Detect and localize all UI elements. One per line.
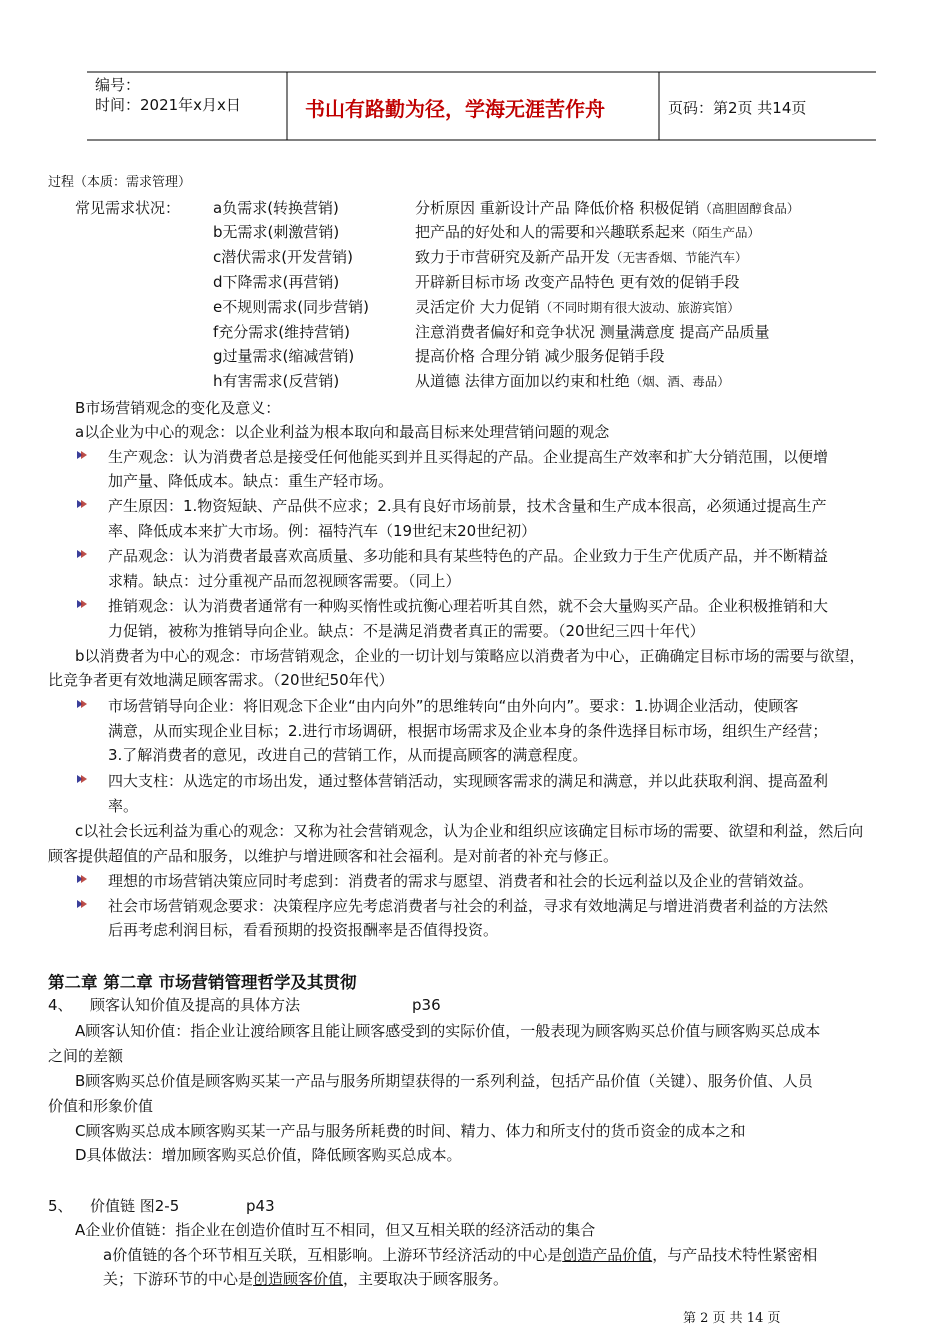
demand-type: a负需求(转换营销): [213, 199, 339, 217]
bullet-text: 求精。缺点：过分重视产品而忽视顾客需要。（同上）: [108, 572, 461, 590]
item-4-title: 顾客认知价值及提高的具体方法: [90, 996, 301, 1014]
item-4-d: D具体做法：增加顾客购买总价值，降低顾客购买总成本。: [75, 1146, 462, 1164]
bullet-text: 四大支柱：从选定的市场出发，通过整体营销活动，实现顾客需求的满足和满意，并以此获取利润、提高盈利: [108, 772, 829, 790]
item-4-page-ref: p36: [412, 996, 441, 1014]
society-centered-concept: c以社会长远利益为重心的观念：又称为社会营销观念，认为企业和组织应该确定目标市场的需要、欲望和利益，然后向: [75, 822, 864, 840]
consumer-centered-concept: b以消费者为中心的观念：市场营销观念，企业的一切计划与策略应以消费者为中心，正确确定目标市场的需要与欲望，: [75, 647, 865, 665]
demand-type: f充分需求(维持营销): [213, 323, 350, 341]
chapter-title: 第二章 第二章 市场营销管理哲学及其贯彻: [48, 973, 357, 992]
underlined-term: 创造产品价值: [562, 1246, 653, 1264]
consumer-centered-concept-cont: 比竞争者更有效地满足顾客需求。（20世纪50年代）: [48, 671, 394, 689]
item-4-number: 4、: [48, 996, 73, 1014]
underlined-term: 创造顾客价值: [253, 1270, 344, 1288]
bullet-text: 后再考虑利润目标，看看预期的投资报酬率是否值得投资。: [108, 921, 499, 939]
demand-desc: 把产品的好处和人的需要和兴趣联系起来（陌生产品）: [415, 223, 761, 241]
bullet-text: 3.了解消费者的意见，改进自己的营销工作，从而提高顾客的满意程度。: [108, 746, 588, 764]
item-4-c: C顾客购买总成本顾客购买某一产品与服务所耗费的时间、精力、体力和所支付的货币资金的成本之和: [75, 1122, 746, 1140]
item-5-a: A企业价值链：指企业在创造价值时互不相同，但又互相关联的经济活动的集合: [75, 1221, 596, 1239]
item-4-a-cont: 之间的差额: [48, 1047, 124, 1065]
demand-desc: 开辟新目标市场 改变产品特色 更有效的促销手段: [415, 273, 740, 291]
page-footer: 第 2 页 共 14 页: [683, 1311, 781, 1326]
bullet-text: 理想的市场营销决策应同时考虑到：消费者的需求与愿望、消费者和社会的长远利益以及企业的营销效益。: [108, 872, 814, 890]
demand-type: c潜伏需求(开发营销): [213, 248, 353, 266]
demand-type: e不规则需求(同步营销): [213, 298, 369, 316]
item-4-b: B顾客购买总价值是顾客购买某一产品与服务所期望获得的一系列利益，包括产品价值（关键）、服务价值、人员: [75, 1072, 813, 1090]
bullet-text: 社会市场营销观念要求：决策程序应先考虑消费者与社会的利益，寻求有效地满足与增进消费者利益的方法然: [108, 897, 829, 915]
bullet-text: 产品观念：认为消费者最喜欢高质量、多功能和具有某些特色的产品。企业致力于生产优质产品，并不断精益: [108, 547, 829, 565]
bullet-text: 推销观念：认为消费者通常有一种购买惰性或抗衡心理若听其自然，就不会大量购买产品。企业积极推销和大: [108, 597, 829, 615]
header-lines: [0, 0, 950, 150]
bullet-text: 率。: [108, 797, 139, 815]
demand-type: d下降需求(再营销): [213, 273, 340, 291]
item-5-a-detail: a价值链的各个环节相互关联，互相影响。上游环节经济活动的中心是创造产品价值，与产品技术特性紧密相: [103, 1246, 818, 1264]
enterprise-centered-concept: a以企业为中心的观念：以企业利益为根本取向和最高目标来处理营销问题的观念: [75, 423, 610, 441]
demand-desc: 从道德 法律方面加以约束和杜绝（烟、酒、毒品）: [415, 372, 730, 390]
section-b-title: B市场营销观念的变化及意义：: [75, 399, 281, 417]
item-5-page-ref: p43: [246, 1197, 275, 1215]
bullet-text: 市场营销导向企业：将旧观念下企业“由内向外”的思维转向“由外向内”。要求：1.协调企业活动，使顾客: [108, 697, 799, 715]
demand-type: g过量需求(缩减营销): [213, 347, 355, 365]
bullet-text: 产生原因：1.物资短缺、产品供不应求；2.具有良好市场前景，技术含量和生产成本很高，必须通过提高生产: [108, 497, 827, 515]
item-5-title: 价值链 图2-5: [90, 1197, 180, 1215]
demand-desc: 致力于市营研究及新产品开发（无害香烟、节能汽车）: [415, 248, 748, 266]
bullet-text: 满意，从而实现企业目标；2.进行市场调研，根据市场需求及企业本身的条件选择目标市场，组织生产经营；: [108, 722, 828, 740]
item-4-b-cont: 价值和形象价值: [48, 1097, 154, 1115]
header-time-label: 时间：2021年x月x日: [95, 96, 241, 114]
item-4-a: A顾客认知价值：指企业让渡给顾客且能让顾客感受到的实际价值，一般表现为顾客购买总价值与顾客购买总成本: [75, 1022, 821, 1040]
demand-type: h有害需求(反营销): [213, 372, 340, 390]
item-5-number: 5、: [48, 1197, 73, 1215]
header-page-info: 页码：第2页 共14页: [668, 99, 807, 117]
demand-desc: 提高价格 合理分销 减少服务促销手段: [415, 347, 665, 365]
demand-desc: 灵活定价 大力促销（不同时期有很大波动、旅游宾馆）: [415, 298, 740, 316]
bullet-text: 力促销，被称为推销导向企业。缺点：不是满足消费者真正的需要。（20世纪三四十年代）: [108, 622, 705, 640]
society-centered-concept-cont: 顾客提供超值的产品和服务，以维护与增进顾客和社会福利。是对前者的补充与修正。: [48, 847, 619, 865]
demand-desc: 注意消费者偏好和竞争状况 测量满意度 提高产品质量: [415, 323, 770, 341]
header-number-label: 编号：: [95, 76, 141, 94]
demand-desc: 分析原因 重新设计产品 降低价格 积极促销（高胆固醇食品）: [415, 199, 800, 217]
process-line: 过程（本质：需求管理）: [48, 175, 192, 190]
bullet-text: 加产量、降低成本。缺点：重生产轻市场。: [108, 472, 394, 490]
common-demand-label: 常见需求状况：: [75, 199, 181, 217]
bullet-text: 率、降低成本来扩大市场。例：福特汽车（19世纪末20世纪初）: [108, 522, 537, 540]
item-5-a-detail-cont: 关；下游环节的中心是创造顾客价值，主要取决于顾客服务。: [103, 1270, 509, 1288]
bullet-text: 生产观念：认为消费者总是接受任何他能买到并且买得起的产品。企业提高生产效率和扩大分销范围，以便增: [108, 448, 829, 466]
demand-type: b无需求(刺激营销): [213, 223, 340, 241]
header-motto: 书山有路勤为径，学海无涯苦作舟: [305, 97, 605, 121]
